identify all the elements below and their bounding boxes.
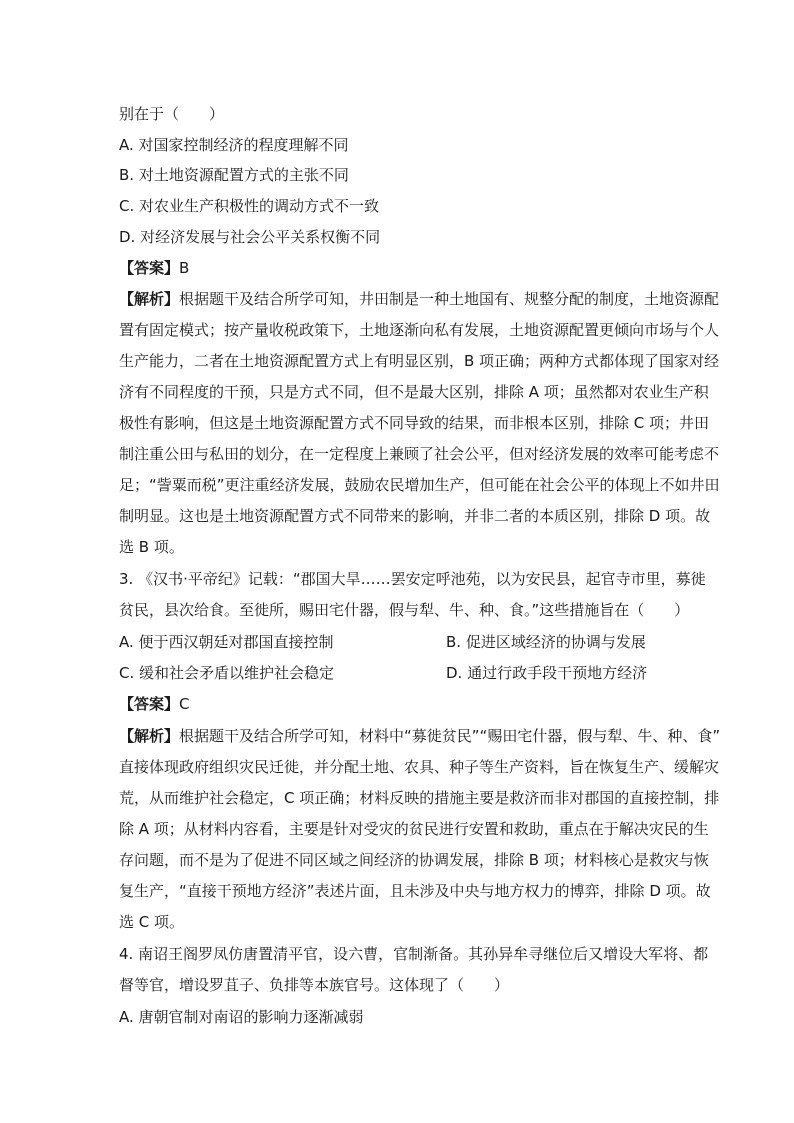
q2-analysis-line: 选 B 项。 xyxy=(119,538,184,556)
q2-analysis-line: 置有固定模式；按产量收税政策下，土地逐渐向私有发展，土地资源配置更倾向市场与个人 xyxy=(119,321,720,339)
q3-analysis-line: 除 A 项；从材料内容看，主要是针对受灾的贫民进行安置和救助，重点在于解决灾民的生 xyxy=(119,820,709,838)
q2-analysis-line: 济有不同程度的干预，只是方式不同，但不是最大区别，排除 A 项；虽然都对农业生产积 xyxy=(119,383,709,401)
q2-stem-tail: 别在于（ ） xyxy=(119,105,225,123)
q3-analysis-line: 复生产，“直接干预地方经济”表述片面，且未涉及中央与地方权力的博弈，排除 D 项。故 xyxy=(119,882,711,900)
q3-stem-line: 贫民，县次给食。至徙所，赐田宅什器，假与犁、牛、种、食。”这些措施旨在（ ） xyxy=(119,601,690,619)
q2-analysis-label: 【解析】 xyxy=(119,290,180,308)
q3-answer-value: C xyxy=(179,695,190,713)
q3-option-a: A. 便于西汉朝廷对郡国直接控制 xyxy=(119,633,334,651)
q2-analysis-line: 制明显。这也是土地资源配置方式不同带来的影响，并非二者的本质区别，排除 D 项。故 xyxy=(119,507,711,525)
q3-analysis-label: 【解析】 xyxy=(119,727,180,745)
q2-option-c: C. 对农业生产积极性的调动方式不一致 xyxy=(119,197,380,215)
q3-analysis-text: 根据题干及结合所学可知，材料中“募徙贫民”“赐田宅什器，假与犁、牛、种、食” xyxy=(179,727,721,745)
q2-analysis-line xyxy=(119,289,719,309)
q3-analysis-line: 选 C 项。 xyxy=(119,913,185,931)
q2-answer-label: 【答案】 xyxy=(119,259,180,277)
q2-option-d: D. 对经济发展与社会公平关系权衡不同 xyxy=(119,228,381,246)
q3-stem-line: 3. 《汉书·平帝纪》记载：“郡国大旱……罢安定呼池苑，以为安民县，起官寺市里，募徙 xyxy=(119,570,706,588)
q4-stem-line: 4. 南诏王阁罗凤仿唐置清平官，设六曹，官制渐备。其孙异牟寻继位后又增设大军将、都 xyxy=(119,945,709,963)
q2-analysis-line: 足；“訾粟而税”更注重经济发展，鼓励农民增加生产，但可能在社会公平的体现上不如井田 xyxy=(119,476,720,494)
q3-analysis-line xyxy=(119,726,720,746)
q3-analysis-line: 直接体现政府组织灾民迁徙，并分配土地、农具、种子等生产资料，旨在恢复生产、缓解灾 xyxy=(119,758,720,776)
q2-answer xyxy=(119,258,189,278)
q2-analysis-line: 生产能力，二者在土地资源配置方式上有明显区别，B 项正确；两种方式都体现了国家对经 xyxy=(119,352,720,370)
q3-option-c: C. 缓和社会矛盾以维护社会稳定 xyxy=(119,664,335,682)
q2-analysis-line: 制注重公田与私田的划分，在一定程度上兼顾了社会公平，但对经济发展的效率可能考虑不 xyxy=(119,445,720,463)
q3-analysis-line: 荒，从而维护社会稳定，C 项正确；材料反映的措施主要是救济而非对郡国的直接控制，排 xyxy=(119,789,720,807)
q2-option-b: B. 对土地资源配置方式的主张不同 xyxy=(119,166,349,184)
q3-analysis-line: 存问题，而不是为了促进不同区域之间经济的协调发展，排除 B 项；材料核心是救灾与恢 xyxy=(119,851,709,869)
q3-option-b: B. 促进区域经济的协调与发展 xyxy=(446,633,646,651)
q2-option-a: A. 对国家控制经济的程度理解不同 xyxy=(119,136,349,154)
q3-option-d: D. 通过行政手段干预地方经济 xyxy=(446,664,648,682)
q2-analysis-text: 根据题干及结合所学可知，井田制是一种土地国有、规整分配的制度，土地资源配 xyxy=(179,290,720,308)
q4-option-a: A. 唐朝官制对南诏的影响力逐渐减弱 xyxy=(119,1008,364,1026)
q3-answer xyxy=(119,694,190,714)
q4-stem-line: 督等官，增设罗苴子、负排等本族官号。这体现了（ ） xyxy=(119,976,510,994)
q2-analysis-line: 极性有影响，但这是土地资源配置方式不同导致的结果，而非根本区别，排除 C 项；井田 xyxy=(119,414,710,432)
q3-answer-label: 【答案】 xyxy=(119,695,180,713)
q2-answer-value: B xyxy=(179,259,190,277)
